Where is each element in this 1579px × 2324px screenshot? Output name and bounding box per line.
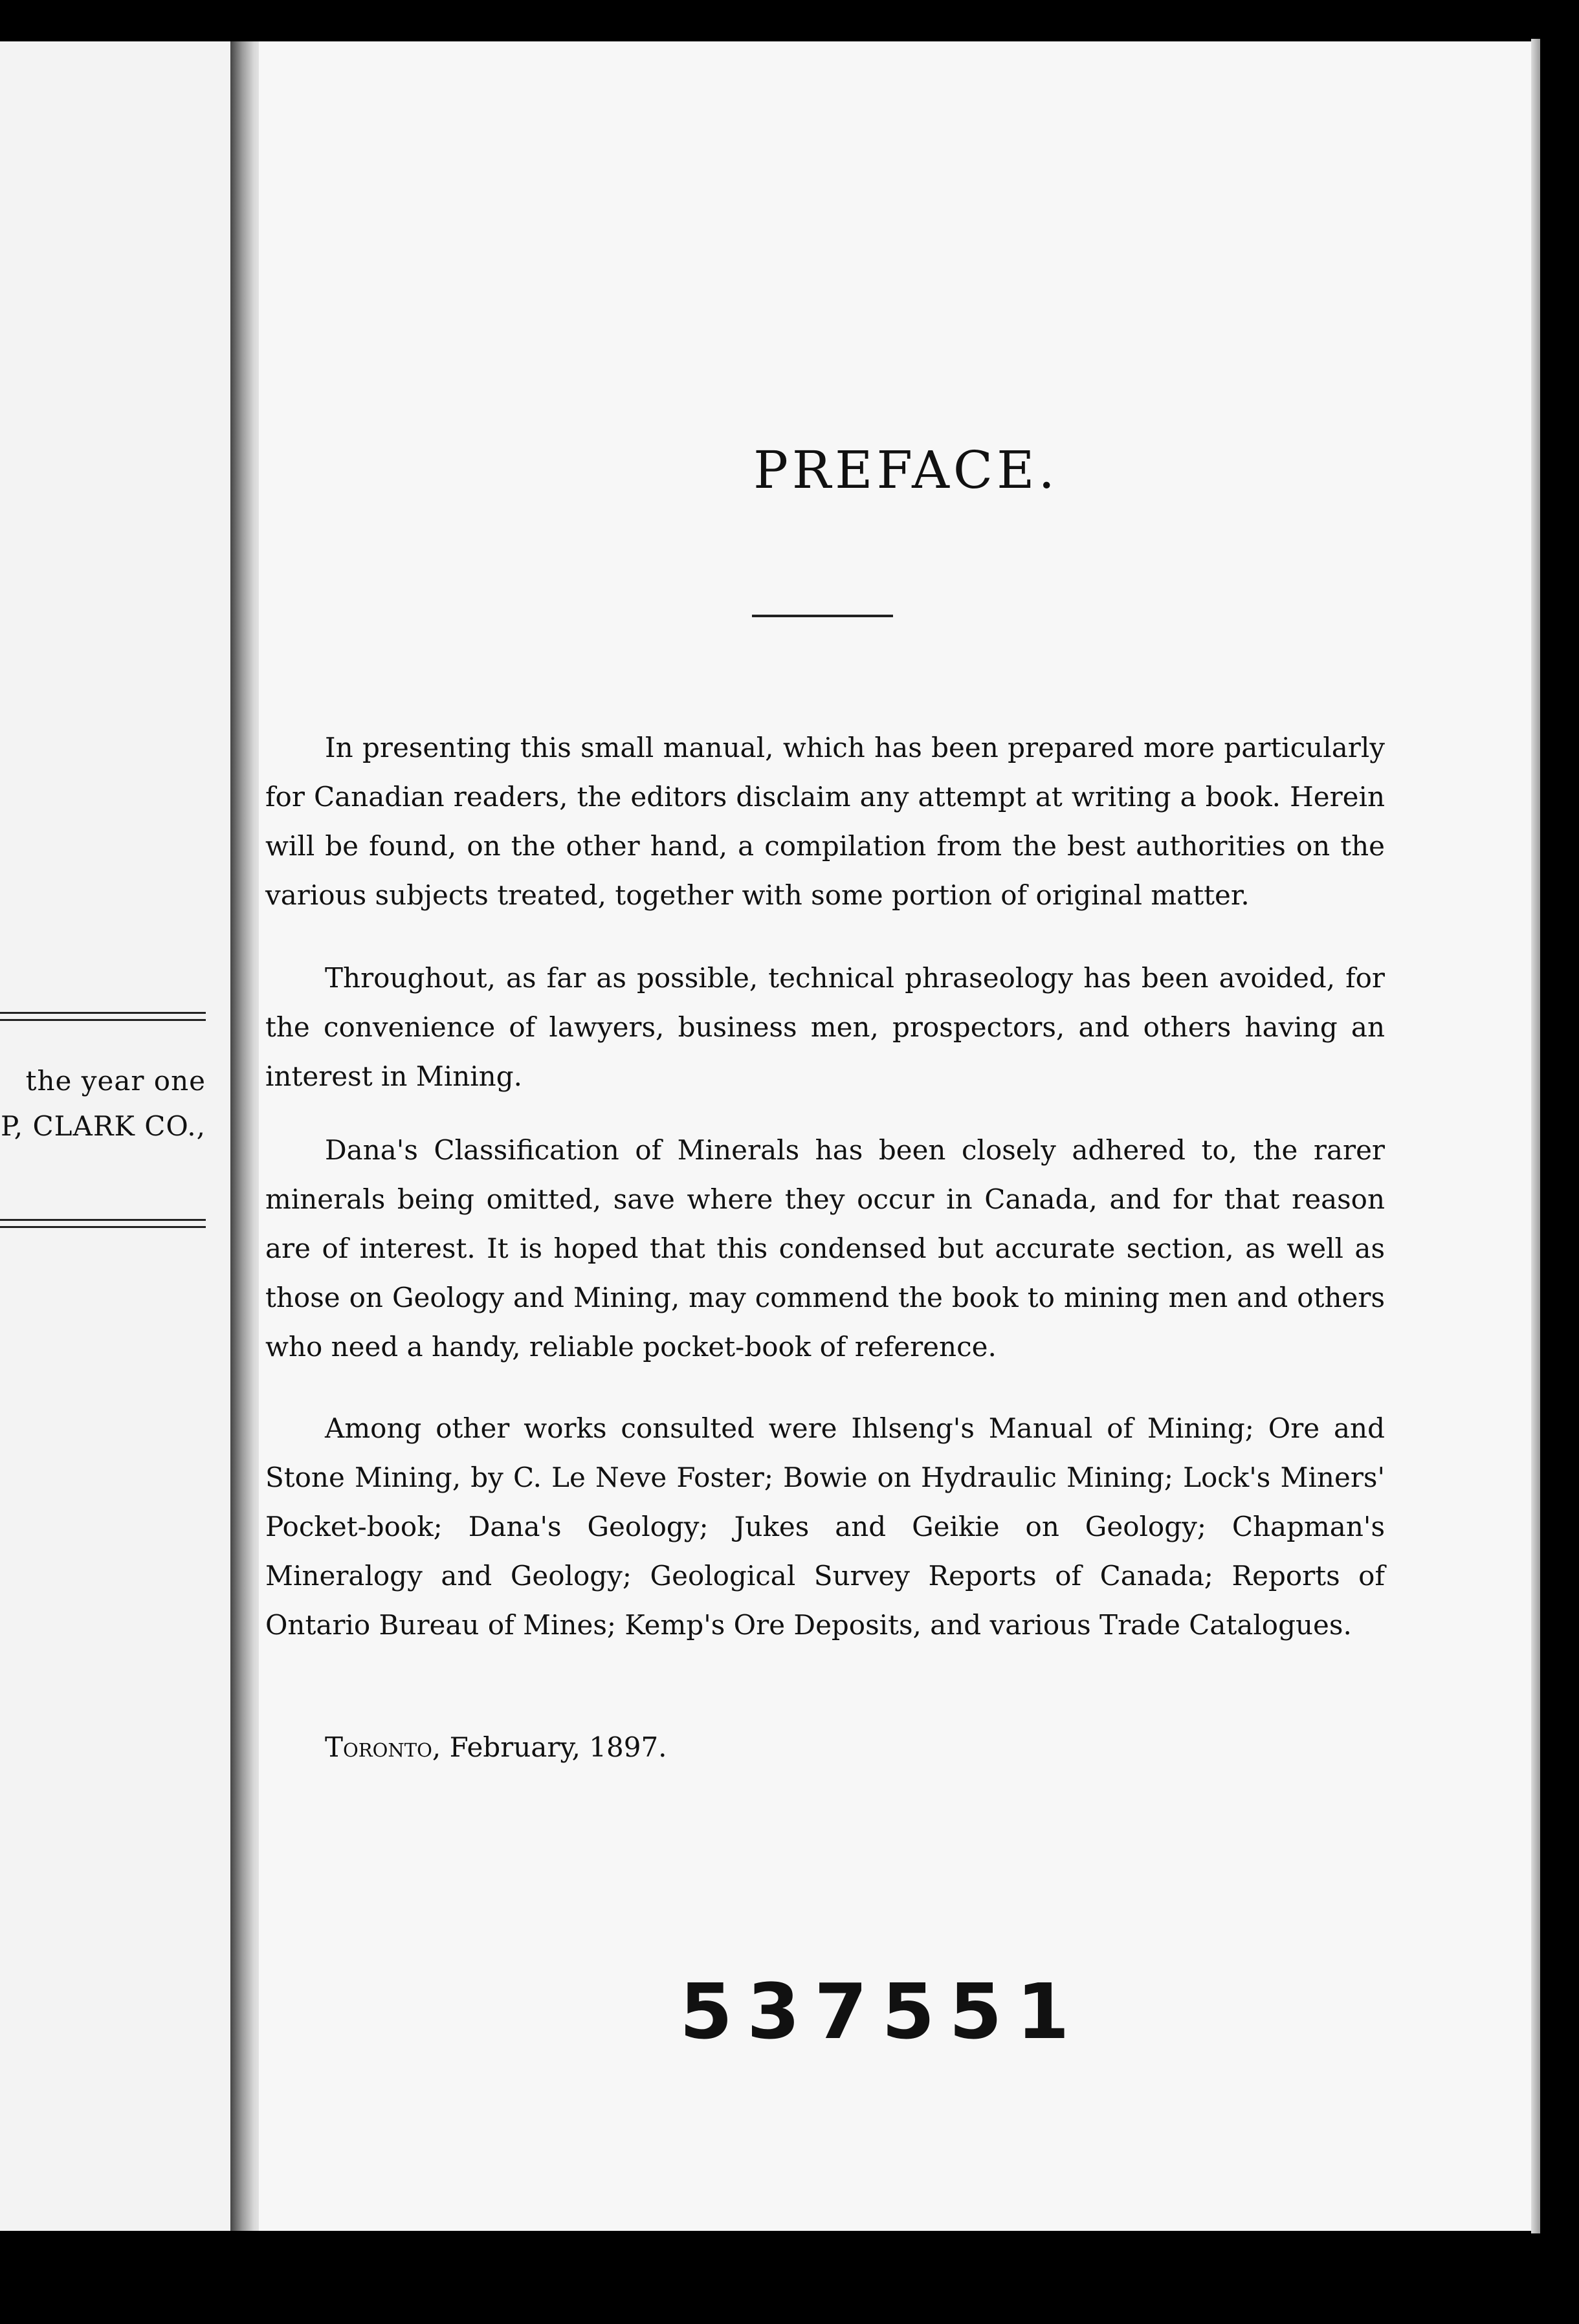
catalog-number-stamp: 537551 [679, 1967, 1084, 2056]
signoff-place: Toronto [325, 1731, 432, 1763]
paragraph-4: Among other works consulted were Ihlseng's Manual of Mining; Ore and Stone Mining, by C. Le Neve Foster; Bowie on Hydraulic Mining; Lock's Miners' Pocket-book; Dana's Geology; Jukes and Geikie on Geology; Chapman's Mineralogy and Geology; Geological Survey Reports of Canada; Reports of Ontario Bureau of Mines; Kemp's Ore Deposits, and various Trade Catalogues. [265, 1412, 1385, 1641]
double-rule-top [0, 1012, 206, 1021]
page-title: PREFACE. [753, 440, 1059, 500]
signoff-date: , February, 1897. [432, 1731, 667, 1763]
paragraph-3: Dana's Classification of Minerals has been closely adhered to, the rarer minerals being omitted, save where they occur in Canada, and for that reason are of interest. It is hoped that this condensed but accurate section, as well as those on Geology and Mining, may commend the book to mining men and others who need a handy, reliable pocket-book of reference. [265, 1134, 1385, 1363]
left-page-text-line-1: the year one [25, 1065, 206, 1097]
double-rule-bottom [0, 1219, 206, 1228]
page-edge [1531, 39, 1540, 2233]
signoff [325, 1731, 667, 1763]
left-page-text-line-2: P, CLARK CO., [1, 1110, 206, 1142]
left-page-fragment [0, 41, 230, 2231]
paragraph-1: In presenting this small manual, which has been prepared more particularly for Canadian readers, the editors disclaim any attempt at writing a book. Herein will be found, on the other hand, a compilation from the best authorities on the various subjects treated, together with some portion of original matter. [265, 732, 1385, 911]
paragraph-2: Throughout, as far as possible, technical phraseology has been avoided, for the convenience of lawyers, business men, prospectors, and others having an interest in Mining. [265, 962, 1385, 1092]
title-rule [752, 615, 893, 617]
